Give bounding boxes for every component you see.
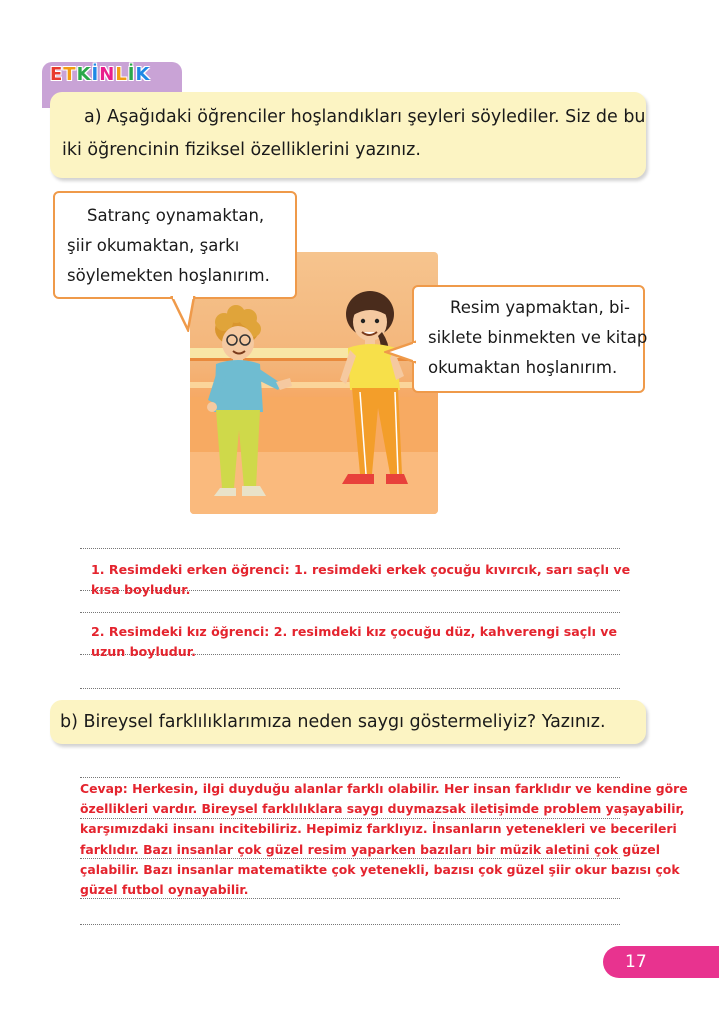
question-a-line2: iki öğrencinin fiziksel özelliklerini yazınız.	[62, 140, 421, 160]
page-number-badge	[603, 946, 719, 978]
bubble-boy-line3: söylemekten hoşlanırım.	[67, 266, 270, 285]
writing-line	[80, 924, 620, 925]
speech-bubble-boy	[53, 191, 297, 299]
speech-bubble-girl-tail	[384, 340, 416, 366]
bubble-girl-line3: okumaktan hoşlanırım.	[428, 358, 618, 377]
writing-line	[80, 688, 620, 689]
question-b-box	[50, 700, 646, 744]
activity-label: ETKİNLİK	[50, 64, 151, 85]
answer-b: Cevap: Herkesin, ilgi duyduğu alanlar farklı olabilir. Her insan farklıdır ve kendine göre özellikleri vardır. Bireysel farklılıklara saygı duymazsak iletişimde problem yaşayabilir, karşımızdaki insanı incitebiliriz. Hepimiz farklıyız. İnsanların yetenekleri ve becerileri farklıdır. Bazı insanlar çok güzel resim yaparken bazıları bir müzik aletini çok güzel çalabilir. Bazı insanlar matematikte çok yetenekli, bazısı çok güzel şiir okur bazısı çok güzel futbol oynayabilir.	[80, 781, 688, 898]
question-a-line1: a) Aşağıdaki öğrenciler hoşlandıkları şeyleri söylediler. Siz de bu	[84, 107, 646, 127]
writing-line	[80, 612, 620, 613]
writing-line	[80, 548, 620, 549]
question-a-box	[50, 92, 646, 178]
answer-boy: 1. Resimdeki erken öğrenci: 1. resimdeki erkek çocuğu kıvırcık, sarı saçlı ve kısa boyludur.	[91, 562, 631, 597]
speech-bubble-girl	[412, 285, 648, 393]
writing-line	[80, 777, 620, 778]
question-b-text: b) Bireysel farklılıklarımıza neden saygı göstermeliyiz? Yazınız.	[60, 712, 606, 732]
bubble-boy-line2: şiir okumaktan, şarkı	[67, 236, 240, 255]
bubble-girl-line2: siklete binmekten ve kitap	[428, 328, 648, 347]
bubble-boy-line1: Satranç oynamaktan,	[87, 206, 265, 225]
bubble-girl-line1: Resim yapmaktan, bi-	[450, 298, 631, 317]
page-number: 17	[625, 952, 647, 972]
answer-girl: 2. Resimdeki kız öğrenci: 2. resimdeki kız çocuğu düz, kahverengi saçlı ve uzun boyludur.	[91, 624, 618, 659]
speech-bubble-boy-tail	[170, 296, 196, 332]
